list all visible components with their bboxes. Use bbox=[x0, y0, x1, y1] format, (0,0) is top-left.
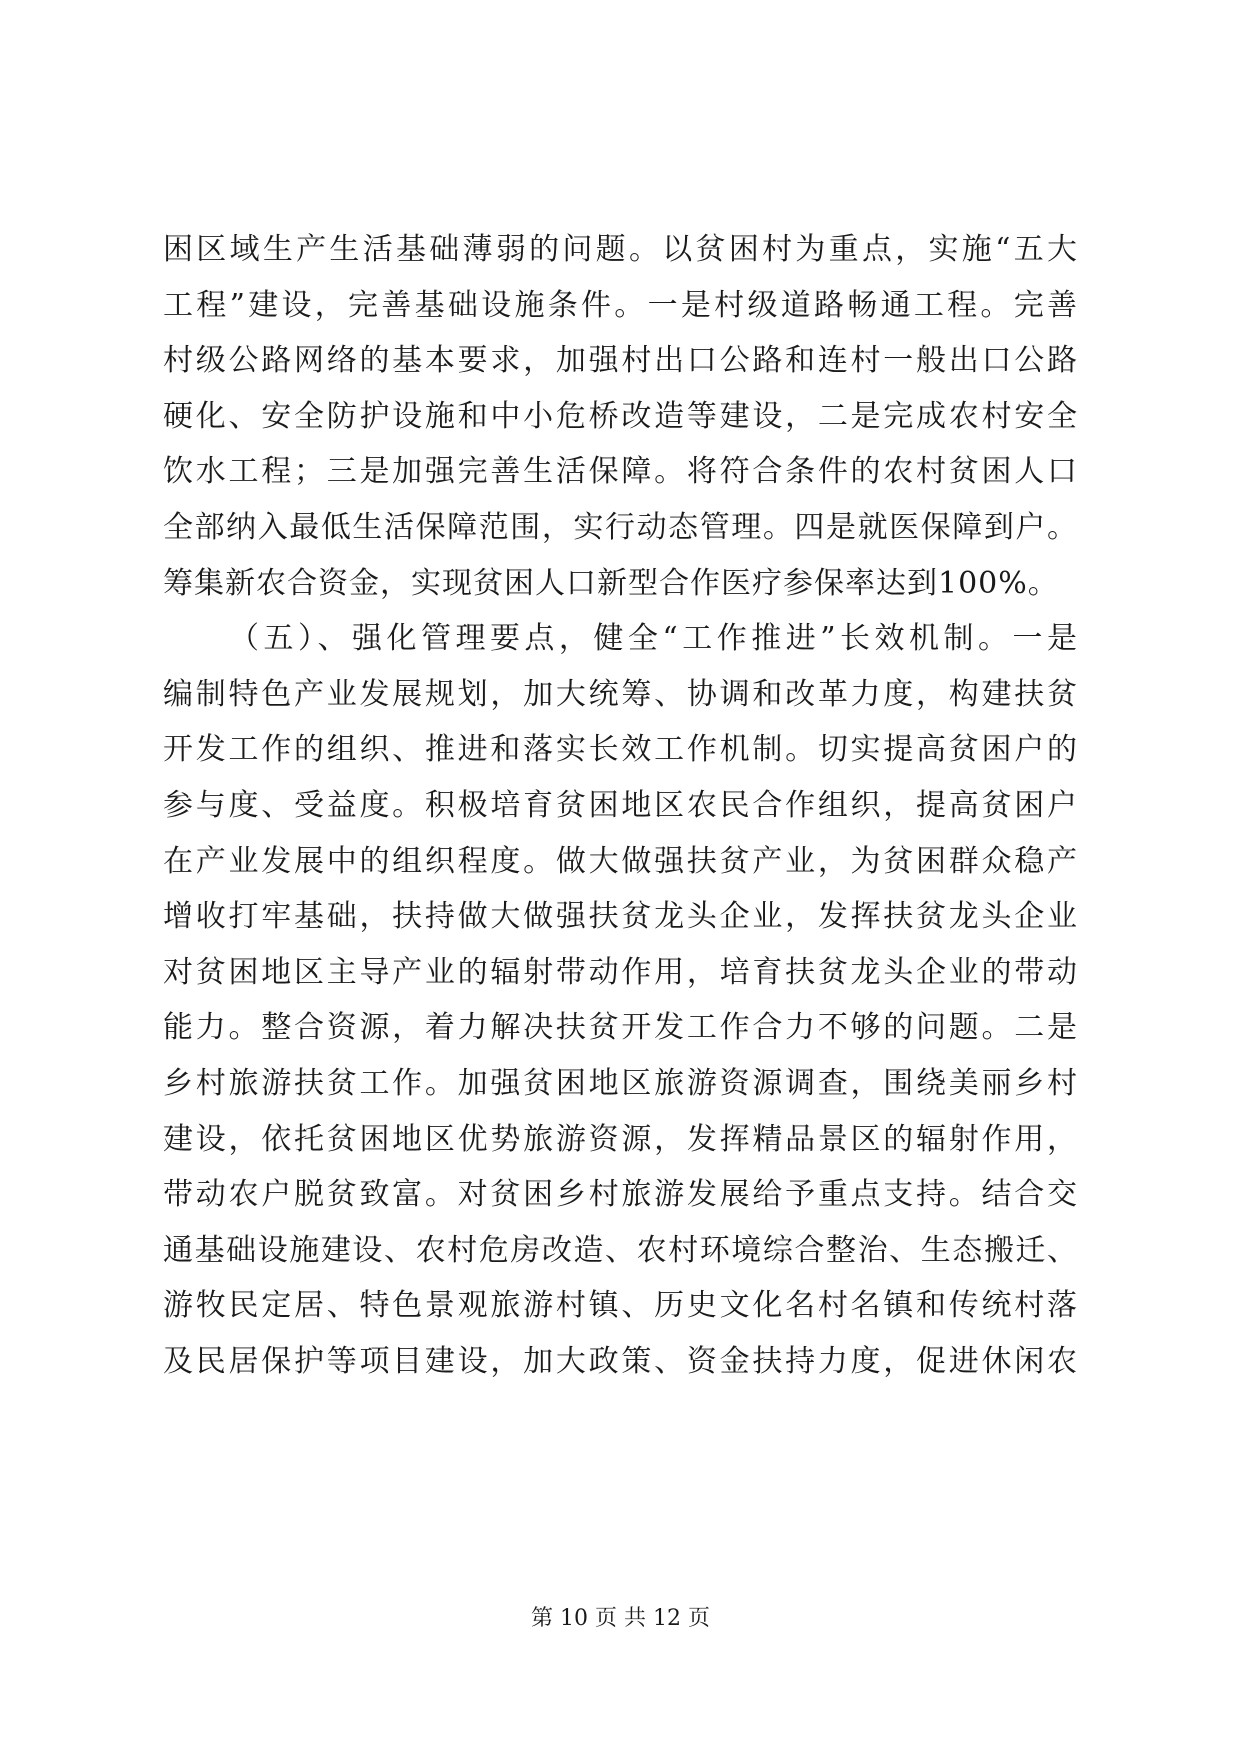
text-line: 村级公路网络的基本要求，加强村出口公路和连村一般出口公路 bbox=[163, 343, 1078, 379]
text-line: 硬化、安全防护设施和中小危桥改造等建设，二是完成农村安全 bbox=[163, 398, 1078, 434]
text-line: 筹集新农合资金，实现贫困人口新型合作医疗参保率达到100%。 bbox=[163, 565, 1059, 601]
body-text bbox=[163, 222, 1078, 1389]
text-line: 能力。整合资源，着力解决扶贫开发工作合力不够的问题。二是 bbox=[163, 1010, 1078, 1046]
text-line: 及民居保护等项目建设，加大政策、资金扶持力度，促进休闲农 bbox=[163, 1343, 1078, 1379]
text-line: 乡村旅游扶贫工作。加强贫困地区旅游资源调查，围绕美丽乡村 bbox=[163, 1065, 1078, 1101]
text-line: 游牧民定居、特色景观旅游村镇、历史文化名村名镇和传统村落 bbox=[163, 1288, 1078, 1324]
text-line: 带动农户脱贫致富。对贫困乡村旅游发展给予重点支持。结合交 bbox=[163, 1177, 1078, 1213]
text-line: 编制特色产业发展规划，加大统筹、协调和改革力度，构建扶贫 bbox=[163, 676, 1078, 712]
text-line: 全部纳入最低生活保障范围，实行动态管理。四是就医保障到户。 bbox=[163, 509, 1078, 545]
text-line: 参与度、受益度。积极培育贫困地区农民合作组织，提高贫困户 bbox=[163, 787, 1078, 823]
text-line: 饮水工程；三是加强完善生活保障。将符合条件的农村贫困人口 bbox=[163, 454, 1078, 490]
text-line: 在产业发展中的组织程度。做大做强扶贫产业，为贫困群众稳产 bbox=[163, 843, 1078, 879]
paragraph-start-line: （五）、强化管理要点，健全“工作推进”长效机制。一是 bbox=[229, 621, 1078, 657]
text-line: 困区域生产生活基础薄弱的问题。以贫困村为重点，实施“五大 bbox=[163, 232, 1078, 267]
text-line: 增收打牢基础，扶持做大做强扶贫龙头企业，发挥扶贫龙头企业 bbox=[163, 899, 1078, 935]
text-line: 对贫困地区主导产业的辐射带动作用，培育扶贫龙头企业的带动 bbox=[163, 954, 1078, 990]
text-line: 工程”建设，完善基础设施条件。一是村级道路畅通工程。完善 bbox=[163, 287, 1078, 323]
text-line: 开发工作的组织、推进和落实长效工作机制。切实提高贫困户的 bbox=[163, 732, 1078, 768]
text-line: 建设，依托贫困地区优势旅游资源，发挥精品景区的辐射作用， bbox=[163, 1121, 1078, 1157]
page-number-footer: 第 10 页 共 12 页 bbox=[531, 1606, 710, 1631]
text-line: 通基础设施建设、农村危房改造、农村环境综合整治、生态搬迁、 bbox=[163, 1232, 1078, 1268]
